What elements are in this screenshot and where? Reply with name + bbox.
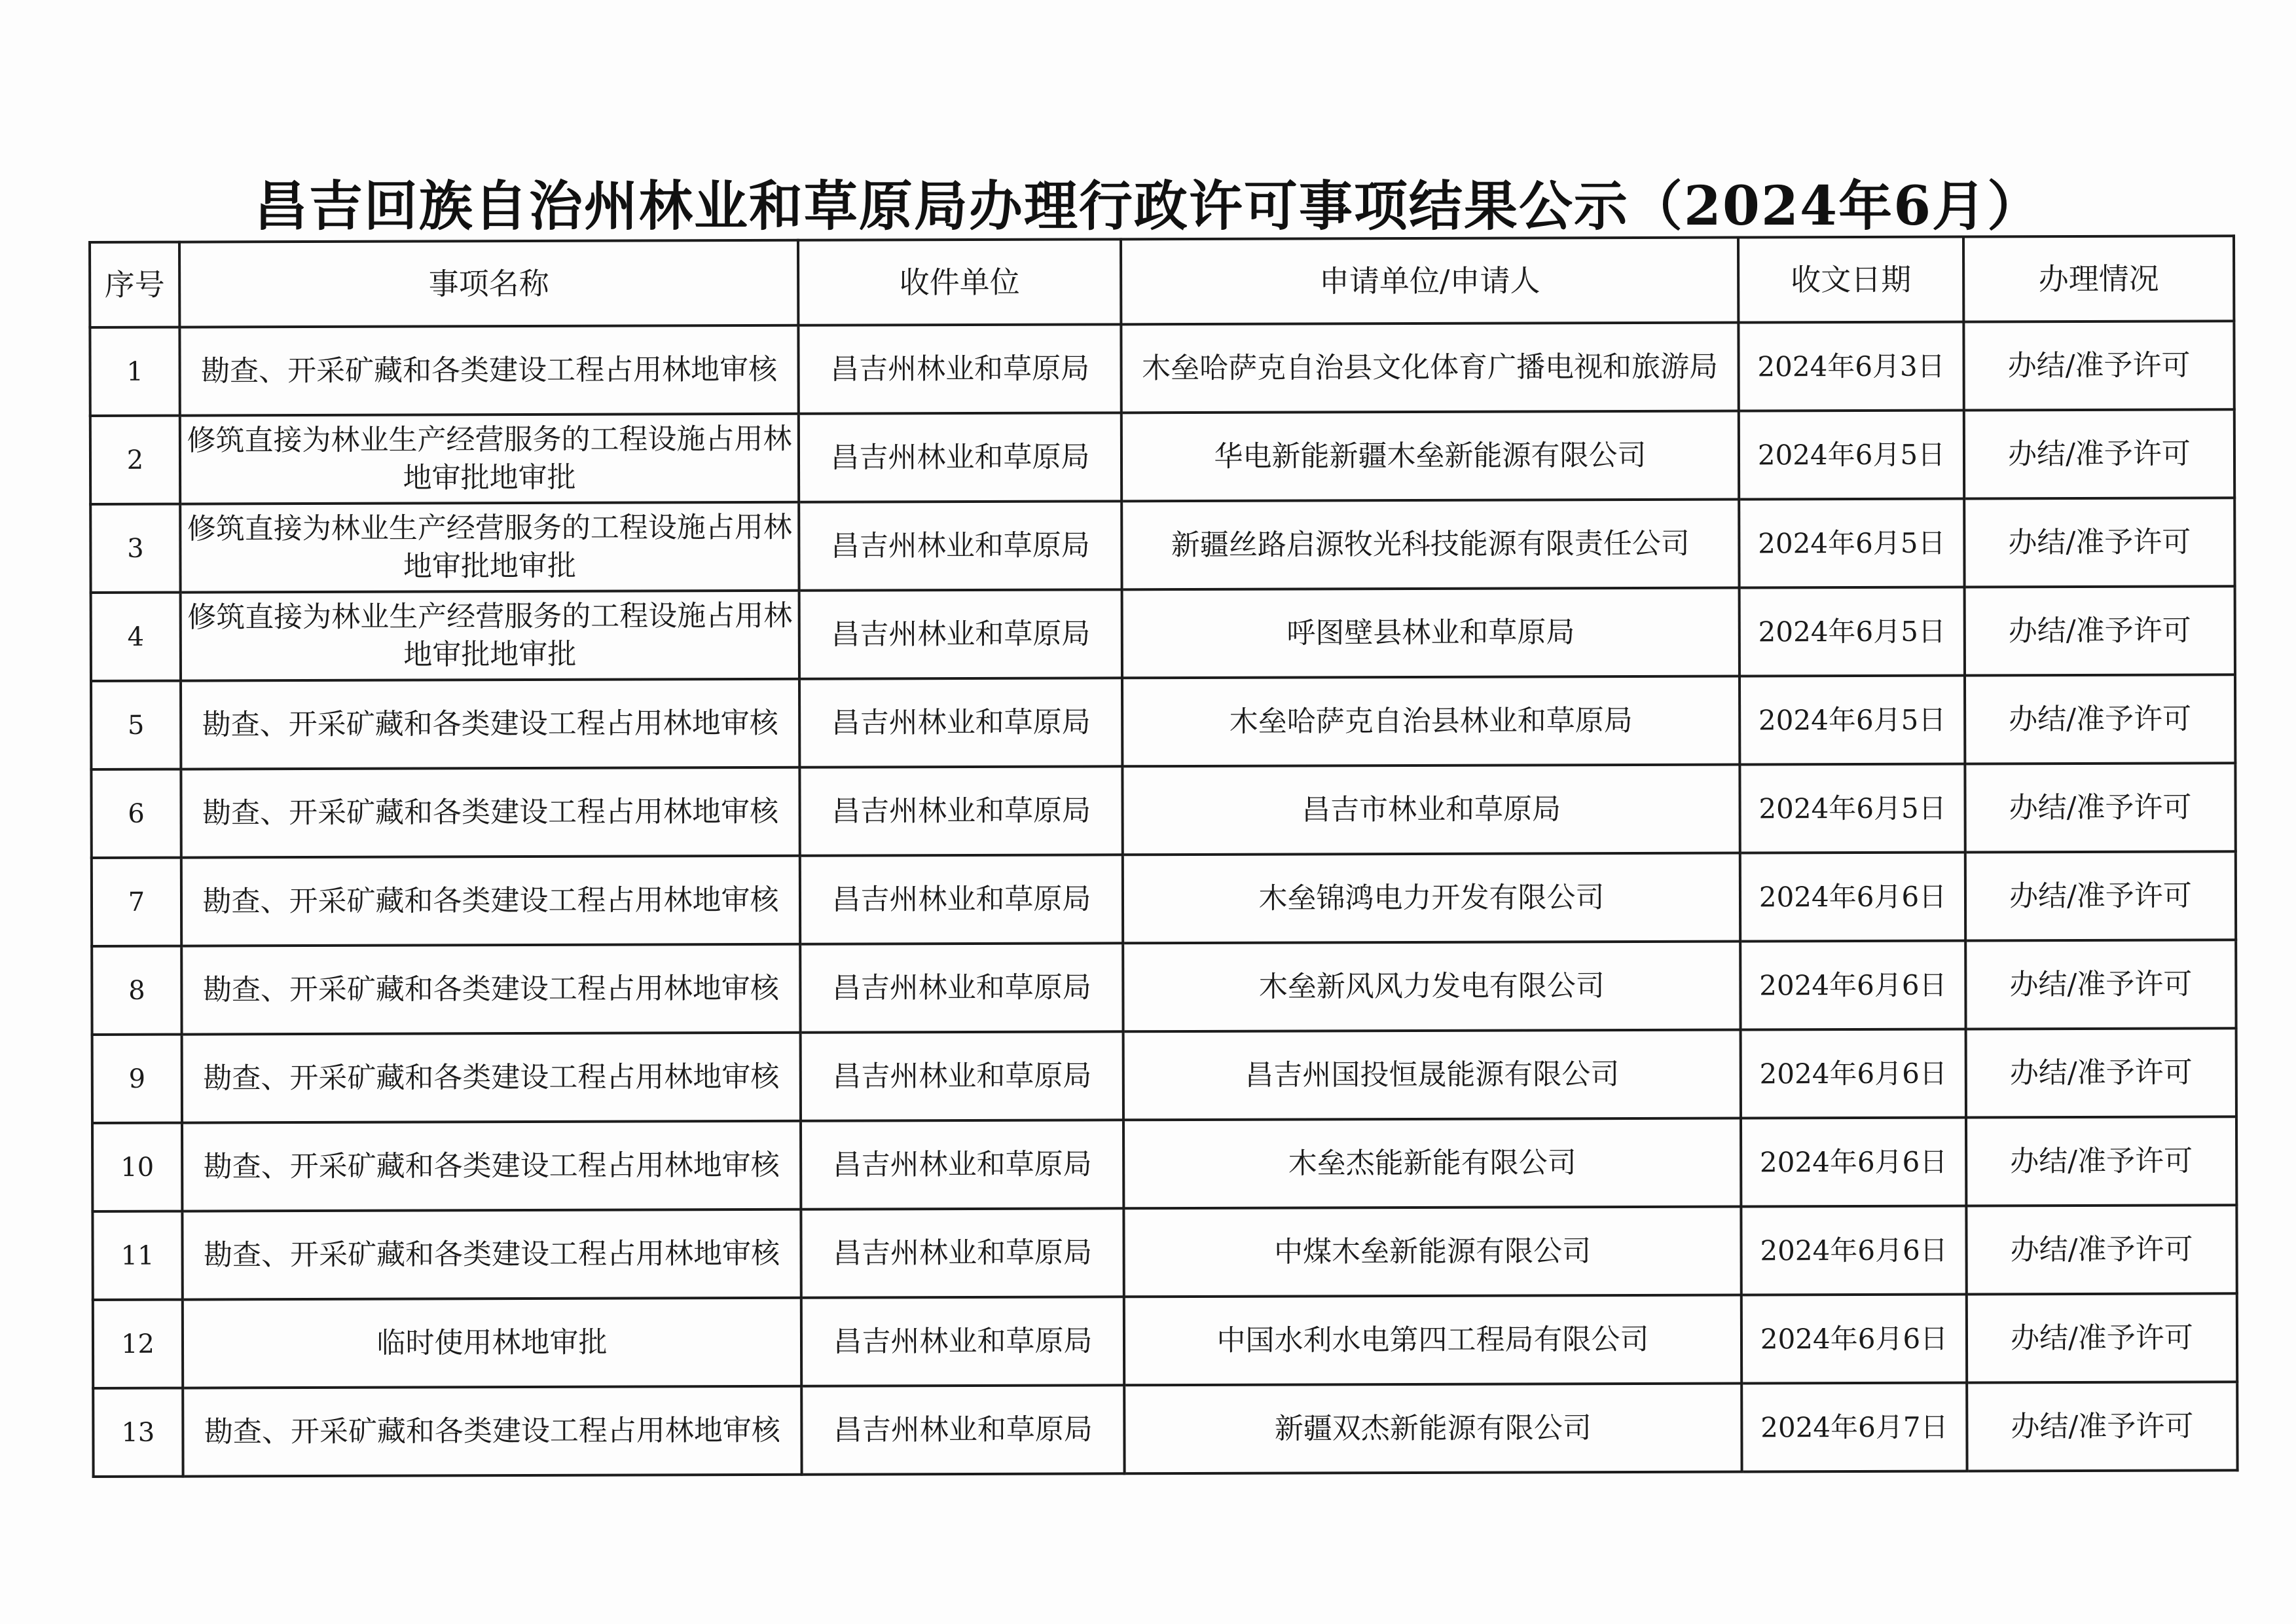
receiving-unit-cell: 昌吉州林业和草原局	[801, 1385, 1124, 1474]
receiving-unit-cell: 昌吉州林业和草原局	[799, 501, 1121, 590]
table-row	[92, 1116, 2236, 1211]
received-date-cell: 2024年6月5日	[1740, 587, 1965, 676]
applicant-cell: 昌吉市林业和草原局	[1122, 765, 1740, 855]
header-serial-number: 序号	[90, 242, 179, 327]
serial-number-cell: 2	[90, 416, 180, 504]
receiving-unit-cell: 昌吉州林业和草原局	[799, 413, 1121, 502]
status-cell: 办结/准予许可	[1967, 1293, 2237, 1382]
serial-number-cell: 1	[90, 327, 179, 416]
page-title: 昌吉回族自治州林业和草原局办理行政许可事项结果公示（2024年6月）	[253, 174, 2043, 238]
received-date-cell: 2024年6月5日	[1739, 499, 1964, 588]
status-cell: 办结/准予许可	[1965, 586, 2235, 675]
item-name-cell: 勘查、开采矿藏和各类建设工程占用林地审核	[181, 767, 799, 858]
status-cell: 办结/准予许可	[1966, 1205, 2236, 1294]
receiving-unit-cell: 昌吉州林业和草原局	[801, 1297, 1124, 1386]
applicant-cell: 木垒哈萨克自治县文化体育广播电视和旅游局	[1121, 323, 1738, 413]
serial-number-cell: 11	[92, 1211, 182, 1300]
receiving-unit-cell: 昌吉州林业和草原局	[799, 589, 1122, 678]
received-date-cell: 2024年6月6日	[1741, 1206, 1966, 1295]
receiving-unit-cell: 昌吉州林业和草原局	[799, 678, 1122, 767]
status-cell: 办结/准予许可	[1965, 674, 2235, 764]
received-date-cell: 2024年6月6日	[1741, 1029, 1966, 1118]
applicant-cell: 木垒哈萨克自治县林业和草原局	[1122, 676, 1740, 767]
applicant-cell: 呼图壁县林业和草原局	[1122, 588, 1740, 678]
item-name-cell: 修筑直接为林业生产经营服务的工程设施占用林地审批地审批	[181, 591, 799, 681]
serial-number-cell: 6	[91, 769, 181, 858]
table-row	[92, 1028, 2236, 1123]
applicant-cell: 昌吉州国投恒晟能源有限公司	[1123, 1030, 1741, 1120]
serial-number-cell: 4	[91, 593, 181, 681]
status-cell: 办结/准予许可	[1964, 409, 2234, 498]
item-name-cell: 勘查、开采矿藏和各类建设工程占用林地审核	[181, 944, 800, 1035]
status-cell: 办结/准予许可	[1964, 498, 2234, 587]
item-name-cell: 勘查、开采矿藏和各类建设工程占用林地审核	[183, 1386, 801, 1477]
receiving-unit-cell: 昌吉州林业和草原局	[800, 855, 1123, 944]
serial-number-cell: 7	[92, 858, 181, 946]
table-row	[91, 674, 2235, 769]
table-row	[91, 586, 2235, 681]
item-name-cell: 勘查、开采矿藏和各类建设工程占用林地审核	[182, 1033, 801, 1123]
table-row	[90, 321, 2234, 416]
item-name-cell: 临时使用林地审批	[183, 1298, 801, 1388]
table-body	[90, 321, 2237, 1477]
results-table	[88, 234, 2239, 1478]
item-name-cell: 修筑直接为林业生产经营服务的工程设施占用林地审批地审批	[180, 414, 799, 504]
received-date-cell: 2024年6月6日	[1740, 852, 1965, 941]
table-row	[90, 498, 2234, 593]
table-row	[92, 851, 2236, 946]
table-header-row	[90, 236, 2234, 327]
status-cell: 办结/准予许可	[1965, 851, 2236, 940]
header-received-date: 收文日期	[1738, 237, 1963, 323]
serial-number-cell: 13	[93, 1388, 183, 1477]
receiving-unit-cell: 昌吉州林业和草原局	[801, 1208, 1123, 1297]
serial-number-cell: 9	[92, 1035, 182, 1123]
receiving-unit-cell: 昌吉州林业和草原局	[800, 943, 1123, 1032]
status-cell: 办结/准予许可	[1963, 321, 2234, 410]
applicant-cell: 中国水利水电第四工程局有限公司	[1124, 1295, 1741, 1386]
received-date-cell: 2024年6月3日	[1738, 322, 1963, 411]
applicant-cell: 木垒锦鸿电力开发有限公司	[1123, 853, 1740, 944]
item-name-cell: 勘查、开采矿藏和各类建设工程占用林地审核	[182, 1121, 801, 1211]
status-cell: 办结/准予许可	[1965, 940, 2236, 1029]
status-cell: 办结/准予许可	[1966, 1028, 2236, 1117]
table-row	[92, 940, 2236, 1035]
header-receiving-unit: 收件单位	[798, 239, 1121, 325]
status-cell: 办结/准予许可	[1967, 1382, 2237, 1471]
applicant-cell: 新疆丝路启源牧光科技能源有限责任公司	[1121, 500, 1739, 590]
serial-number-cell: 3	[90, 504, 180, 593]
received-date-cell: 2024年6月5日	[1740, 675, 1965, 764]
receiving-unit-cell: 昌吉州林业和草原局	[799, 766, 1122, 855]
table-row	[93, 1293, 2237, 1388]
received-date-cell: 2024年6月6日	[1741, 1294, 1967, 1383]
table-row	[90, 409, 2234, 504]
applicant-cell: 华电新能新疆木垒新能源有限公司	[1121, 411, 1739, 502]
serial-number-cell: 5	[91, 681, 181, 769]
receiving-unit-cell: 昌吉州林业和草原局	[798, 324, 1121, 413]
status-cell: 办结/准予许可	[1965, 763, 2235, 852]
header-status: 办理情况	[1963, 236, 2234, 322]
applicant-cell: 中煤木垒新能源有限公司	[1123, 1207, 1741, 1297]
table-row	[93, 1382, 2237, 1477]
serial-number-cell: 10	[92, 1123, 182, 1211]
header-item-name: 事项名称	[179, 240, 798, 327]
table-row	[91, 763, 2235, 858]
received-date-cell: 2024年6月6日	[1740, 940, 1965, 1029]
received-date-cell: 2024年6月7日	[1741, 1382, 1967, 1471]
received-date-cell: 2024年6月5日	[1740, 764, 1965, 853]
applicant-cell: 木垒杰能新能有限公司	[1123, 1118, 1741, 1209]
serial-number-cell: 8	[92, 946, 181, 1035]
item-name-cell: 修筑直接为林业生产经营服务的工程设施占用林地审批地审批	[180, 502, 799, 593]
header-applicant: 申请单位/申请人	[1121, 238, 1738, 325]
received-date-cell: 2024年6月5日	[1739, 411, 1964, 500]
serial-number-cell: 12	[93, 1300, 183, 1388]
status-cell: 办结/准予许可	[1966, 1116, 2236, 1206]
item-name-cell: 勘查、开采矿藏和各类建设工程占用林地审核	[179, 325, 798, 416]
table-row	[92, 1205, 2236, 1300]
item-name-cell: 勘查、开采矿藏和各类建设工程占用林地审核	[181, 856, 800, 946]
item-name-cell: 勘查、开采矿藏和各类建设工程占用林地审核	[181, 679, 799, 769]
receiving-unit-cell: 昌吉州林业和草原局	[801, 1031, 1123, 1120]
applicant-cell: 木垒新风风力发电有限公司	[1123, 942, 1740, 1032]
receiving-unit-cell: 昌吉州林业和草原局	[801, 1120, 1123, 1209]
received-date-cell: 2024年6月6日	[1741, 1117, 1966, 1206]
item-name-cell: 勘查、开采矿藏和各类建设工程占用林地审核	[182, 1209, 801, 1300]
applicant-cell: 新疆双杰新能源有限公司	[1124, 1384, 1741, 1474]
